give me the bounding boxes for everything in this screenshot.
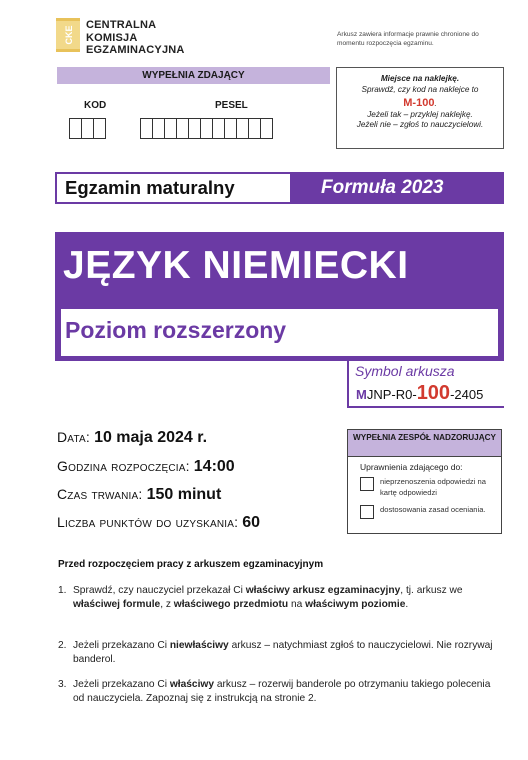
option-adjusted-grading — [360, 504, 500, 519]
supervisor-subtitle: Uprawnienia zdającego do: — [360, 462, 463, 472]
info-start-value: 14:00 — [193, 458, 235, 475]
info-duration — [57, 486, 221, 504]
exam-formula: Formuła 2023 — [321, 177, 444, 198]
sheet-symbol — [347, 361, 504, 408]
sticker-box — [336, 67, 504, 149]
kod-input-boxes[interactable] — [69, 118, 105, 139]
instruction-text — [73, 678, 498, 706]
instruction-item — [58, 584, 498, 612]
sticker-line-2: Sprawdź, czy kod na naklejce to — [361, 84, 479, 94]
instruction-emphasis: właściwego przedmiotu — [173, 599, 289, 610]
instruction-fragment: . — [405, 599, 409, 610]
sticker-code: M-100 — [403, 96, 435, 109]
info-date-label: Data: — [57, 429, 95, 445]
instructions-heading: Przed rozpoczęciem pracy z arkuszem egzaminacyjnym — [58, 559, 324, 570]
cke-logo-icon — [56, 18, 80, 52]
sticker-line-3: Jeżeli tak – przyklej naklejkę. — [367, 109, 473, 119]
logo-text — [86, 19, 185, 57]
instruction-fragment: , z — [160, 599, 174, 610]
instruction-emphasis: właściwej formule — [73, 599, 161, 610]
title-block — [55, 232, 504, 361]
instruction-emphasis: właściwy arkusz egzaminacyjny — [245, 585, 401, 596]
logo-line-2: KOMISJA — [86, 31, 138, 44]
info-date — [57, 429, 207, 447]
symbol-suffix: -2405 — [450, 387, 484, 402]
instruction-number: 3. — [58, 679, 67, 690]
legal-notice: Arkusz zawiera informacje prawnie chronione do momentu rozpoczęcia egzaminu. — [337, 31, 479, 47]
instruction-fragment: Jeżeli przekazano Ci — [73, 679, 170, 690]
info-points — [57, 514, 260, 532]
instruction-fragment: Sprawdź, czy nauczyciel przekazał Ci — [73, 585, 246, 596]
logo-line-3: EGZAMINACYJNA — [86, 44, 185, 56]
symbol-label: Symbol arkusza — [355, 363, 455, 379]
instruction-fragment: arkusz – natychmiast zgłoś to nauczycielowi. Nie rozrywaj banderol. — [73, 640, 493, 665]
instruction-emphasis: właściwy — [169, 679, 215, 690]
adjusted-grading-label: dostosowania zasad oceniania. — [380, 505, 486, 514]
sticker-code-dot: . — [434, 98, 437, 108]
symbol-m: M — [356, 387, 367, 402]
symbol-number: 100 — [416, 382, 451, 404]
no-transfer-checkbox[interactable] — [360, 477, 374, 491]
supervisor-box — [347, 429, 502, 534]
exam-type: Egzamin maturalny — [57, 174, 290, 202]
info-date-value: 10 maja 2024 r. — [94, 429, 208, 446]
instruction-emphasis: właściwym poziomie — [305, 599, 406, 610]
logo-mark-text: CKE — [64, 25, 74, 45]
instruction-text — [73, 639, 498, 667]
digit-box[interactable] — [93, 118, 106, 139]
level-box — [61, 309, 498, 356]
info-points-value: 60 — [242, 514, 261, 531]
info-start — [57, 458, 235, 476]
info-duration-label: Czas trwania: — [57, 486, 147, 502]
instruction-number: 2. — [58, 640, 67, 651]
sticker-line-4: Jeżeli nie – zgłoś to nauczycielowi. — [356, 120, 484, 130]
pesel-label: PESEL — [215, 100, 248, 111]
instruction-item — [58, 678, 498, 706]
instruction-fragment: arkusz – rozerwij banderole po otrzymaniu takiego polecenia od nauczyciela. Zapoznaj się z instrukcją na stronie 2. — [73, 679, 491, 704]
option-no-transfer — [360, 476, 500, 498]
info-start-label: Godzina rozpoczęcia: — [57, 458, 194, 474]
instruction-emphasis: niewłaściwy — [169, 640, 229, 651]
symbol-code — [356, 382, 483, 405]
info-duration-value: 150 minut — [146, 486, 222, 503]
no-transfer-label: nieprzenoszenia odpowiedzi na kartę odpowiedzi — [380, 477, 486, 497]
exam-band — [55, 172, 504, 204]
instruction-number: 1. — [58, 585, 67, 596]
info-points-label: Liczba punktów do uzyskania: — [57, 514, 243, 530]
instruction-fragment: na — [288, 599, 306, 610]
examinee-header: WYPEŁNIA ZDAJĄCY — [57, 67, 330, 84]
instruction-fragment: Jeżeli przekazano Ci — [73, 640, 170, 651]
adjusted-grading-checkbox[interactable] — [360, 505, 374, 519]
symbol-prefix: JNP-R0- — [366, 387, 417, 402]
instruction-text — [73, 584, 498, 612]
subject-title: JĘZYK NIEMIECKI — [63, 244, 409, 287]
logo-line-1: CENTRALNA — [86, 19, 157, 31]
pesel-input-boxes[interactable] — [140, 118, 272, 139]
instruction-fragment: , tj. arkusz we — [400, 585, 463, 596]
digit-box[interactable] — [260, 118, 273, 139]
kod-label: KOD — [84, 100, 107, 111]
instruction-item — [58, 639, 498, 667]
level-text: Poziom rozszerzony — [65, 317, 287, 343]
supervisor-header: WYPEŁNIA ZESPÓŁ NADZORUJĄCY — [348, 430, 501, 457]
sticker-line-1: Miejsce na naklejkę. — [380, 74, 460, 83]
